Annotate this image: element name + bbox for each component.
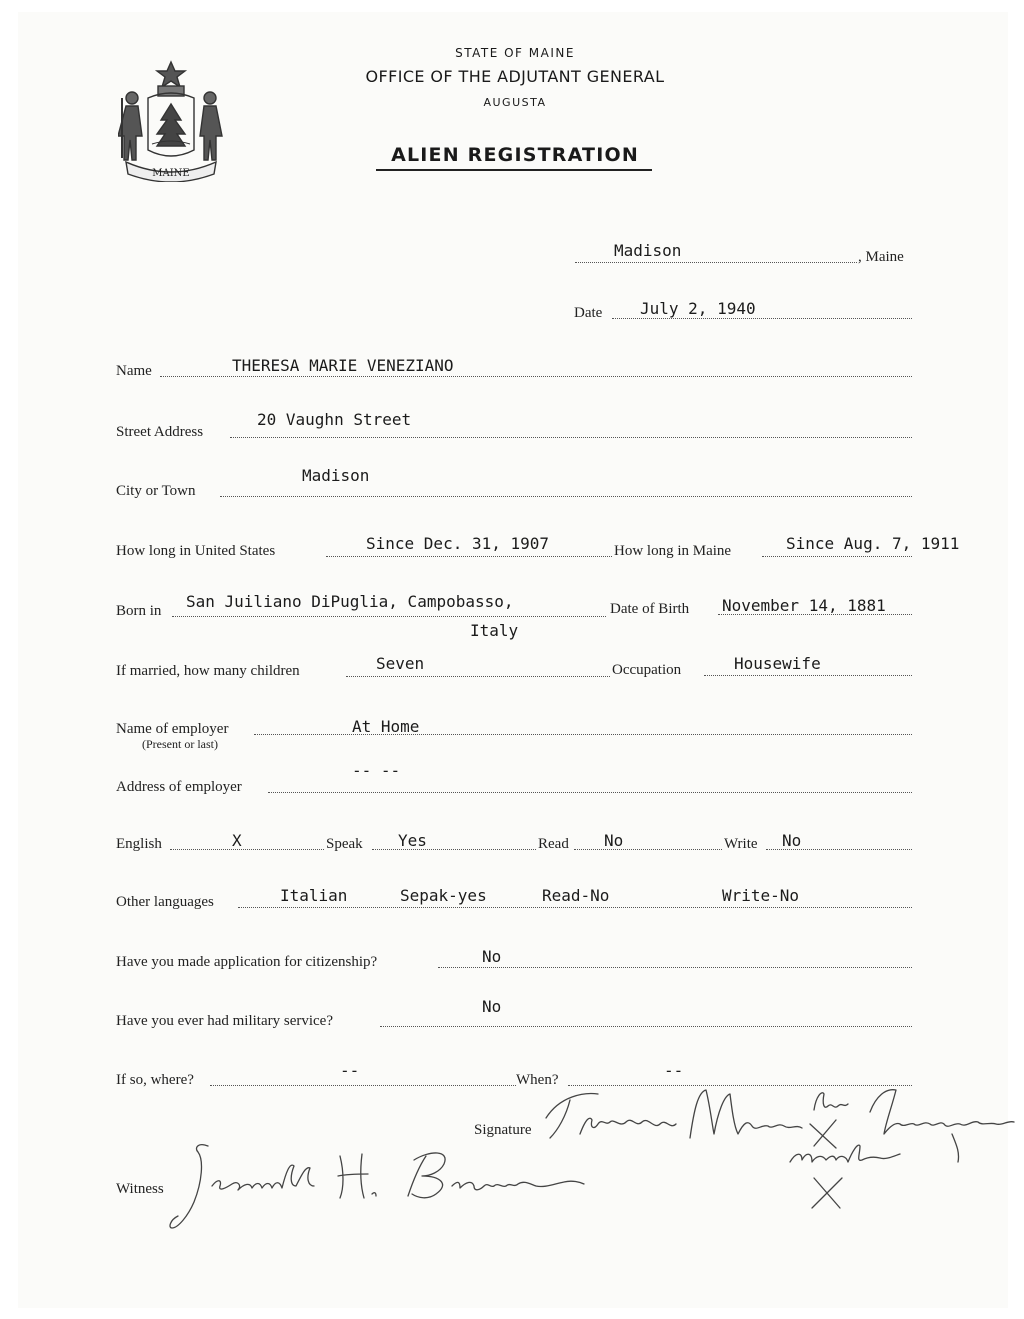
city-value[interactable]: Madison <box>302 466 370 485</box>
occupation-label: Occupation <box>612 662 682 678</box>
signature-handwriting[interactable] <box>540 1082 1020 1214</box>
form-title: ALIEN REGISTRATION <box>391 144 639 166</box>
street-address-line <box>230 437 912 438</box>
maine-duration-line <box>762 556 912 557</box>
english-value[interactable]: X <box>232 831 242 850</box>
employer-name-value[interactable]: At Home <box>352 717 420 736</box>
header-city: AUGUSTA <box>483 96 547 109</box>
military-line <box>380 1026 912 1027</box>
seal-banner-text: MAINE <box>152 168 190 179</box>
military-value[interactable]: No <box>482 997 502 1016</box>
date-of-birth-value[interactable]: November 14, 1881 <box>722 596 886 615</box>
english-label: English <box>116 836 162 852</box>
employer-address-label: Address of employer <box>116 779 242 795</box>
employer-address-value[interactable]: -- -- <box>352 761 401 780</box>
other-language-value[interactable]: Italian <box>280 886 348 905</box>
citizenship-value[interactable]: No <box>482 947 502 966</box>
read-value[interactable]: No <box>604 831 624 850</box>
place-suffix: , Maine <box>858 249 904 265</box>
read-line <box>574 849 722 850</box>
witness-label: Witness <box>116 1181 164 1197</box>
city-line <box>220 496 912 497</box>
children-label: If married, how many children <box>116 663 300 679</box>
date-line <box>612 318 912 319</box>
signature-label: Signature <box>474 1122 532 1138</box>
name-line <box>160 376 912 377</box>
date-label: Date <box>574 305 603 321</box>
place-line <box>575 262 857 263</box>
when-value[interactable]: -- <box>664 1061 684 1080</box>
employer-name-label: Name of employer <box>116 721 229 737</box>
witness-signature-text-hidden <box>200 1168 420 1193</box>
speak-value[interactable]: Yes <box>398 831 427 850</box>
where-line <box>210 1085 516 1086</box>
other-language-write[interactable]: Write-No <box>722 886 800 905</box>
where-value[interactable]: -- <box>340 1061 360 1080</box>
born-in-value[interactable]: San Juiliano DiPuglia, Campobasso, <box>186 592 514 611</box>
children-line <box>346 676 610 677</box>
english-line <box>170 849 324 850</box>
place-value[interactable]: Madison <box>614 241 682 260</box>
title-underline <box>376 169 652 171</box>
maine-seal-icon <box>118 58 224 182</box>
write-label: Write <box>724 836 758 852</box>
military-label: Have you ever had military service? <box>116 1013 333 1029</box>
signature-text-hidden <box>560 1112 820 1136</box>
write-value[interactable]: No <box>782 831 802 850</box>
occupation-value[interactable]: Housewife <box>734 654 821 673</box>
speak-line <box>372 849 536 850</box>
born-in-line <box>172 616 606 617</box>
name-label: Name <box>116 363 152 379</box>
street-address-label: Street Address <box>116 424 204 440</box>
other-languages-line <box>238 907 912 908</box>
read-label: Read <box>538 836 569 852</box>
us-duration-label: How long in United States <box>116 543 276 559</box>
employer-name-sublabel: (Present or last) <box>142 737 218 751</box>
other-languages-label: Other languages <box>116 894 214 910</box>
date-value[interactable]: July 2, 1940 <box>640 299 756 318</box>
employer-address-line <box>268 792 912 793</box>
signature-her-word <box>820 1072 851 1093</box>
name-value[interactable]: THERESA MARIE VENEZIANO <box>232 356 454 375</box>
maine-duration-label: How long in Maine <box>614 543 732 559</box>
header-office: OFFICE OF THE ADJUTANT GENERAL <box>365 67 665 86</box>
signature-mark-word <box>790 1146 837 1167</box>
citizenship-label: Have you made application for citizenship? <box>116 954 378 970</box>
maine-duration-value[interactable]: Since Aug. 7, 1911 <box>786 534 960 553</box>
other-language-read[interactable]: Read-No <box>542 886 610 905</box>
us-duration-line <box>326 556 612 557</box>
us-duration-value[interactable]: Since Dec. 31, 1907 <box>366 534 550 553</box>
occupation-line <box>704 675 912 676</box>
other-language-speak[interactable]: Sepak-yes <box>400 886 487 905</box>
date-of-birth-label: Date of Birth <box>610 601 690 617</box>
citizenship-line <box>438 967 912 968</box>
speak-label: Speak <box>326 836 363 852</box>
where-label: If so, where? <box>116 1072 194 1088</box>
born-in-value-line2[interactable]: Italy <box>470 621 519 640</box>
born-in-label: Born in <box>116 603 162 619</box>
header-state: STATE OF MAINE <box>455 46 575 60</box>
street-address-value[interactable]: 20 Vaughn Street <box>257 410 412 429</box>
children-value[interactable]: Seven <box>376 654 425 673</box>
city-label: City or Town <box>116 483 196 499</box>
when-label: When? <box>516 1072 559 1088</box>
